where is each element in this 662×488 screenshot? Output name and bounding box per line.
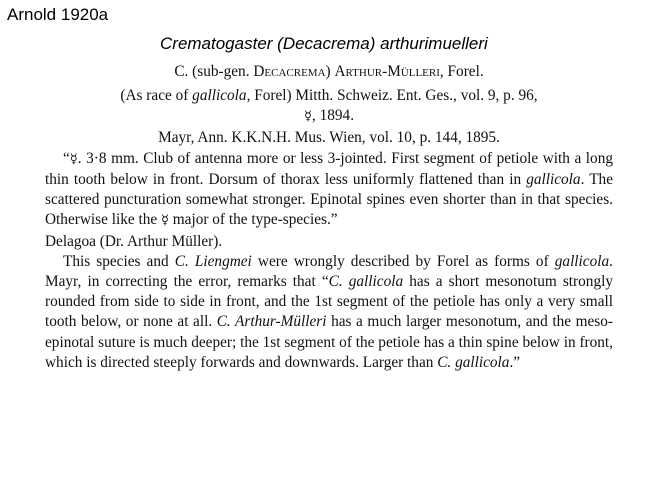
heading-subgenus: Decacrema <box>253 63 326 80</box>
citation-forel-italic: gallicola <box>192 87 247 105</box>
locality: Delagoa (Dr. Arthur Müller). <box>45 232 223 250</box>
species-heading <box>45 62 613 82</box>
description-paragraph <box>45 149 613 232</box>
description-text-3: major of the type-species.” <box>168 211 338 229</box>
description-text-2: . The scattered puncturation somewhat stronger. Epinotal spines even shorter than in that species. Otherwise like the <box>45 171 613 229</box>
remarks-italic-3: C. gallicola <box>328 273 404 291</box>
worker-symbol-icon: ☿ <box>160 213 169 229</box>
remarks-paragraph <box>45 252 613 373</box>
remarks-text-2: were wrongly described by Forel as forms of <box>251 252 555 270</box>
description-text-1: . 3·8 mm. Club of antenna more or less 3-jointed. First segment of petiole with a long thin tooth below in front. Dorsum of thorax less uniformly flattened than in <box>45 149 613 189</box>
citation-forel-post: , Forel) Mitth. Schweiz. Ent. Ges., vol. 9, p. 96, <box>246 87 538 105</box>
citation-forel-year: , 1894. <box>311 107 355 125</box>
description-open-quote: “ <box>63 149 70 167</box>
citation-forel <box>45 86 613 127</box>
description-italic-1: gallicola <box>526 171 581 189</box>
worker-symbol-icon: ☿ <box>69 151 78 167</box>
remarks-italic-2: gallicola <box>554 252 610 270</box>
remarks-text-4: has a short mesonotum strongly rounded from side to side in front, and the 1st segment of the petiole has only a very small tooth below, or none at all. <box>45 273 613 331</box>
heading-suffix: , Forel. <box>439 63 484 80</box>
heading-prefix: C. (sub-gen. <box>174 63 254 80</box>
page-text <box>45 62 613 373</box>
species-title: Crematogaster (Decacrema) arthurimuelleri <box>160 34 488 53</box>
remarks-text-1: This species and <box>63 252 175 270</box>
citation-mayr: Mayr, Ann. K.K.N.H. Mus. Wien, vol. 10, p. 144, 1895. <box>158 128 500 146</box>
remarks-italic-4: C. Arthur-Mülleri <box>216 313 327 331</box>
worker-symbol-icon: ☿ <box>303 109 312 125</box>
remarks-text-5: has a much larger mesonotum, and the meso-epinotal suture is much deeper; the 1st segment of the petiole has a thin spine below in front, which is directed steeply forwards and downwards. Larger than <box>45 313 613 371</box>
remarks-italic-5: C. gallicola <box>437 353 510 371</box>
citation-forel-pre: (As race of <box>120 87 193 105</box>
heading-species: Arthur-Mülleri <box>334 63 440 80</box>
remarks-text-3: . Mayr, in correcting the error, remarks that “ <box>45 252 613 291</box>
source-tag: Arnold 1920a <box>7 5 109 24</box>
remarks-italic-1: C. Liengmei <box>174 252 252 270</box>
heading-mid: ) <box>325 63 335 80</box>
remarks-text-6: .” <box>509 353 521 371</box>
